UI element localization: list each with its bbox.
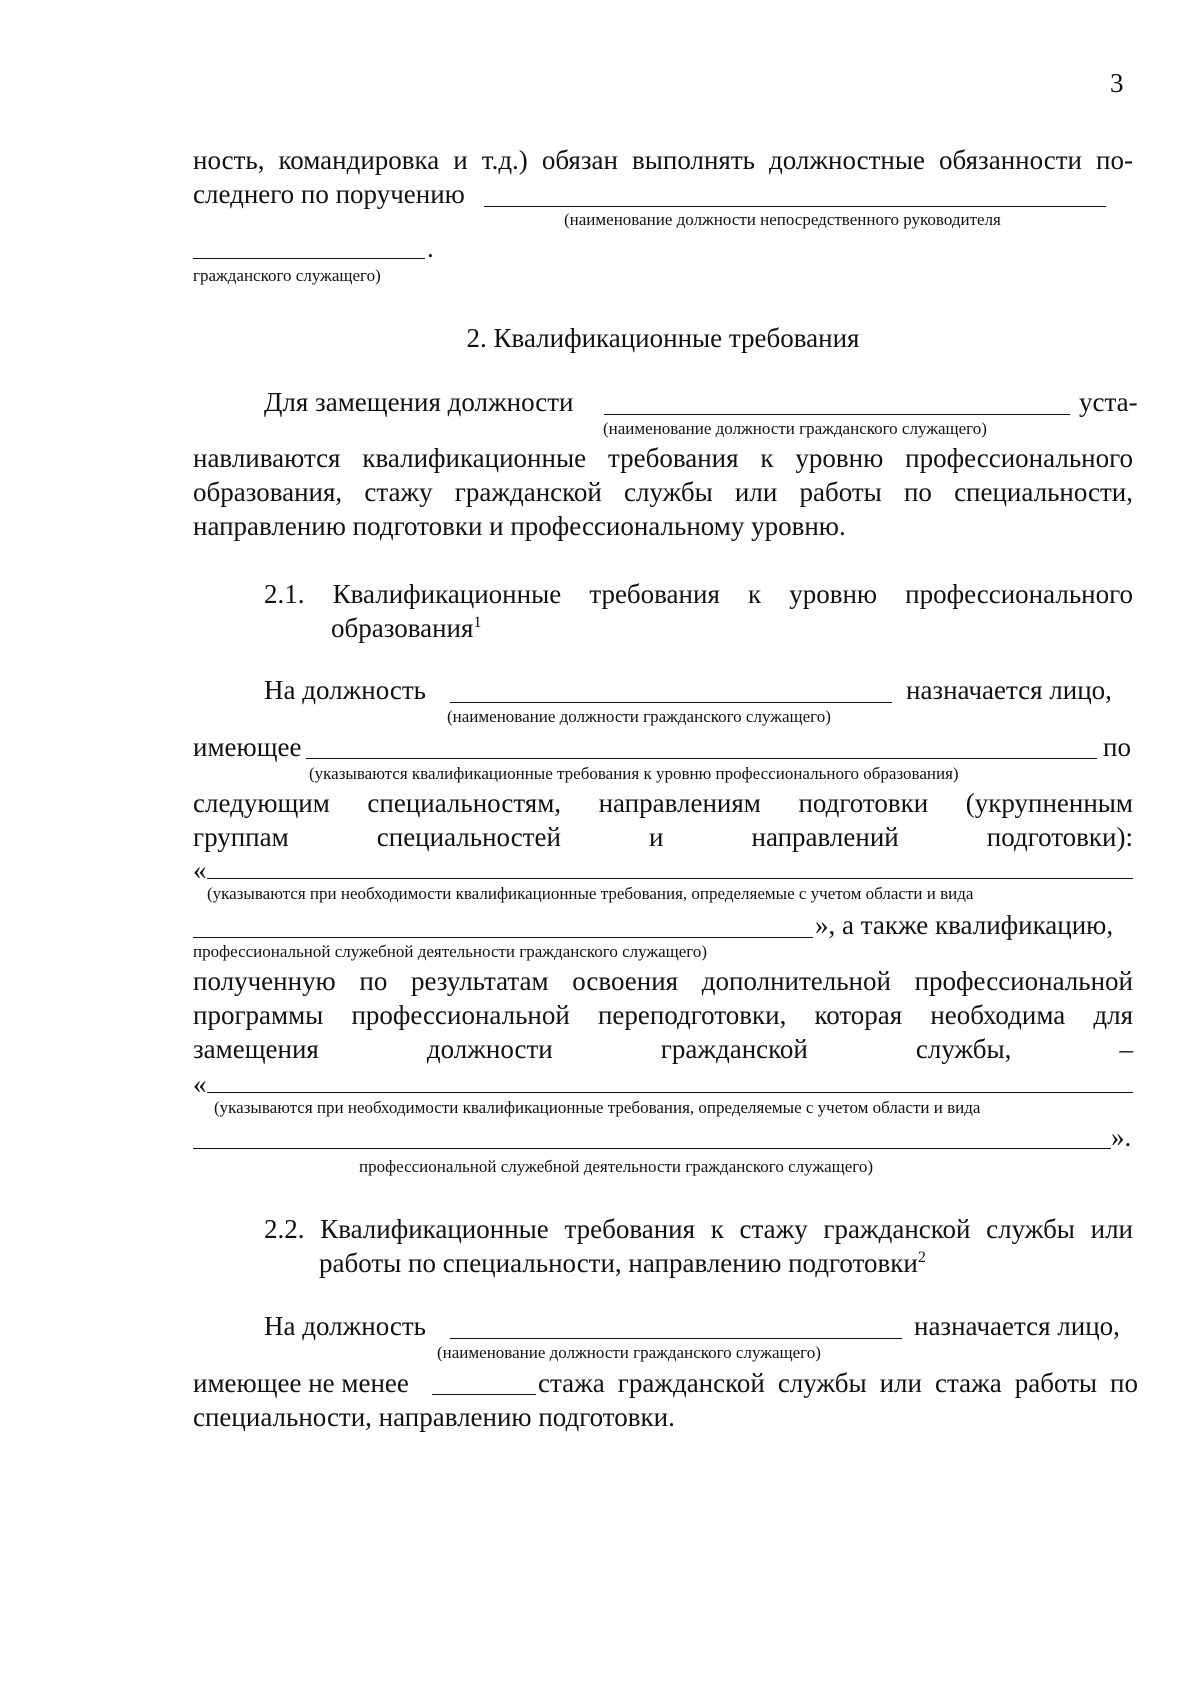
area-field-2-continued[interactable] xyxy=(193,1148,1111,1149)
supervisor-field-continued[interactable] xyxy=(193,258,425,259)
section-2-line-1-end: уста- xyxy=(1079,387,1138,417)
section-2-2-p3: специальности, направлению подготовки. xyxy=(193,1402,675,1432)
position-field-2[interactable] xyxy=(450,702,892,703)
section-2-1-p5-end: », а также квалификацию, xyxy=(815,910,1114,940)
section-2-2-p1-end: назначается лицо, xyxy=(914,1311,1120,1341)
area-caption-2: профессиональной служебной деятельности гражданского служащего) xyxy=(193,942,708,961)
section-2-1-p4: группам специальностей и направлений подготовки): xyxy=(193,822,1133,852)
position-caption-3: (наименование должности гражданского служащего) xyxy=(437,1343,821,1362)
position-field-3[interactable] xyxy=(450,1338,902,1339)
experience-years-field[interactable] xyxy=(432,1394,536,1395)
intro-period: . xyxy=(427,233,434,263)
section-2-2-p1-start: На должность xyxy=(264,1311,426,1341)
section-2-1-p8: замещения должности гражданской службы, – xyxy=(193,1034,1133,1064)
supervisor-caption-continued: гражданского служащего) xyxy=(193,266,381,285)
supervisor-field[interactable] xyxy=(484,206,1106,207)
intro-line-2-label: следнего по поручению xyxy=(193,179,465,209)
section-2-title: 2. Квалификационные требования xyxy=(466,323,860,353)
open-quote-1: « xyxy=(193,855,207,885)
area-caption-3: (указываются при необходимости квалификационные требования, определяемые с учетом области и вида xyxy=(214,1098,981,1117)
section-2-line-3: образования, стажу гражданской службы или работы по специальности, xyxy=(193,477,1133,507)
section-2-2-title-line-2 xyxy=(319,1246,1019,1280)
education-field[interactable] xyxy=(306,758,1097,759)
section-2-1-p9-end: ». xyxy=(1111,1122,1132,1152)
section-2-1-title-line-2 xyxy=(331,611,731,645)
footnote-mark-1: 1 xyxy=(473,614,482,631)
area-caption-1: (указываются при необходимости квалификационные требования, определяемые с учетом области и вида xyxy=(207,884,974,903)
area-caption-4: профессиональной служебной деятельности гражданского служащего) xyxy=(359,1157,874,1176)
section-2-2-title-text: работы по специальности, направлению подготовки xyxy=(319,1248,918,1278)
position-field-1[interactable] xyxy=(604,414,1070,415)
section-2-1-p3: следующим специальностям, направлениям подготовки (укрупненным xyxy=(193,788,1133,818)
section-2-1-p6: полученную по результатам освоения дополнительной профессиональной xyxy=(193,966,1133,996)
intro-line-1: ность, командировка и т.д.) обязан выполнять должностные обязанности по- xyxy=(193,145,1133,175)
section-2-1-p2-end: по xyxy=(1103,732,1131,762)
section-2-line-1-start: Для замещения должности xyxy=(264,387,574,417)
section-2-2-title-line-1: 2.2. Квалификационные требования к стажу гражданской службы или xyxy=(264,1214,1133,1244)
area-field-1[interactable] xyxy=(207,878,1133,879)
area-field-1-continued[interactable] xyxy=(193,937,813,938)
page-number: 3 xyxy=(1110,68,1124,98)
section-2-1-p2-start: имеющее xyxy=(193,732,302,762)
section-2-2-p2-start: имеющее не менее xyxy=(193,1368,409,1398)
section-2-line-2: навливаются квалификационные требования к уровню профессионального xyxy=(193,443,1133,473)
section-2-1-title-line-1: 2.1. Квалификационные требования к уровню профессионального xyxy=(264,579,1133,609)
open-quote-2: « xyxy=(193,1069,207,1099)
section-2-1-title-text: образования xyxy=(331,613,474,643)
position-caption-2: (наименование должности гражданского служащего) xyxy=(447,707,831,726)
section-2-line-4: направлению подготовки и профессиональному уровню. xyxy=(193,511,846,541)
footnote-mark-2: 2 xyxy=(917,1249,926,1266)
education-caption: (указываются квалификационные требования к уровню профессионального образования) xyxy=(309,764,959,783)
section-2-1-p1-end: назначается лицо, xyxy=(906,675,1112,705)
position-caption-1: (наименование должности гражданского служащего) xyxy=(603,419,987,438)
section-2-2-p2-end: стажа гражданской службы или стажа работы по xyxy=(538,1368,1138,1398)
section-2-1-p7: программы профессиональной переподготовки, которая необходима для xyxy=(193,1000,1133,1030)
supervisor-caption: (наименование должности непосредственного руководителя xyxy=(564,210,1001,229)
section-2-1-p1-start: На должность xyxy=(264,675,426,705)
area-field-2[interactable] xyxy=(207,1092,1133,1093)
